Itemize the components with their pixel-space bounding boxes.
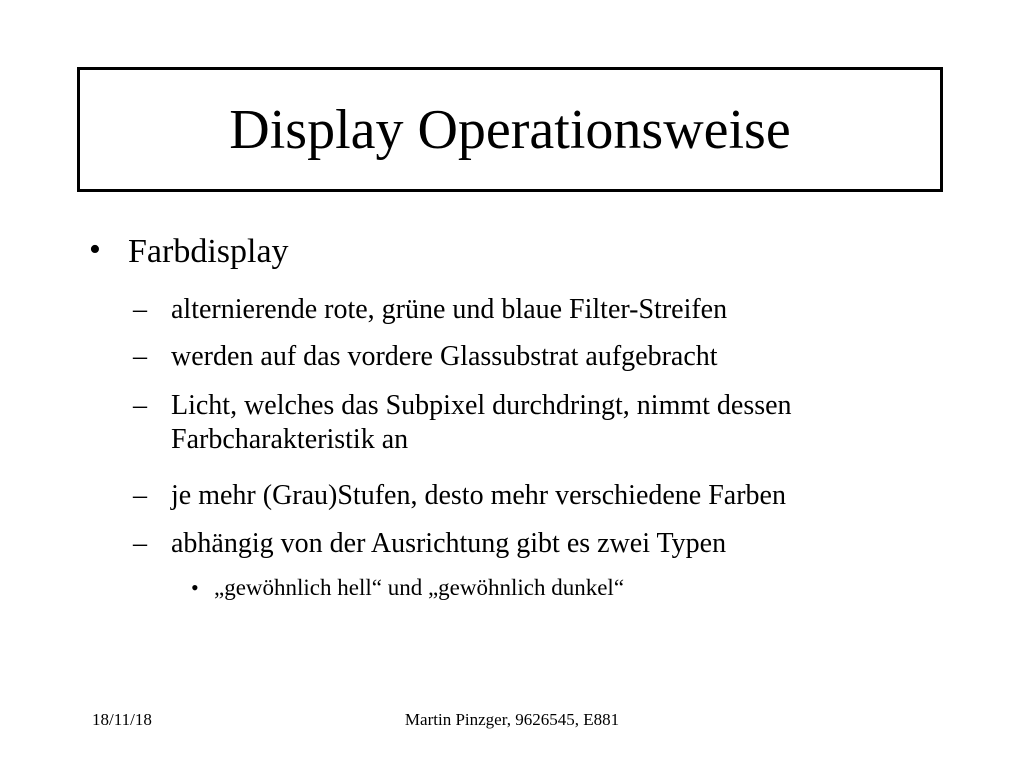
sub-item-glassubstrat: werden auf das vordere Glassubstrat aufgebracht (171, 341, 718, 372)
sub-item-subpixel: Licht, welches das Subpixel durchdringt, nimmt dessen Farbcharakteristik an (171, 390, 792, 455)
sub-sub-item-typen: „gewöhnlich hell“ und „gewöhnlich dunkel“ (214, 575, 625, 600)
dash-marker: – (133, 480, 147, 511)
dash-marker: – (133, 294, 147, 325)
dash-marker: – (133, 341, 147, 372)
sub-item-filter-streifen: alternierende rote, grüne und blaue Filter-Streifen (171, 294, 728, 325)
sub-bullet-marker: • (191, 575, 199, 600)
slide-title: Display Operationsweise (229, 98, 791, 161)
sub-item-graustufen: je mehr (Grau)Stufen, desto mehr verschiedene Farben (171, 480, 786, 511)
bullet-farbdisplay: Farbdisplay (128, 233, 289, 270)
sub-item-ausrichtung: abhängig von der Ausrichtung gibt es zwei Typen (171, 528, 727, 559)
footer-author: Martin Pinzger, 9626545, E881 (404, 710, 620, 729)
dash-marker: – (133, 528, 147, 559)
footer-date: 18/11/18 (92, 710, 152, 729)
dash-marker: – (133, 390, 147, 421)
bullet-marker: • (89, 231, 101, 268)
